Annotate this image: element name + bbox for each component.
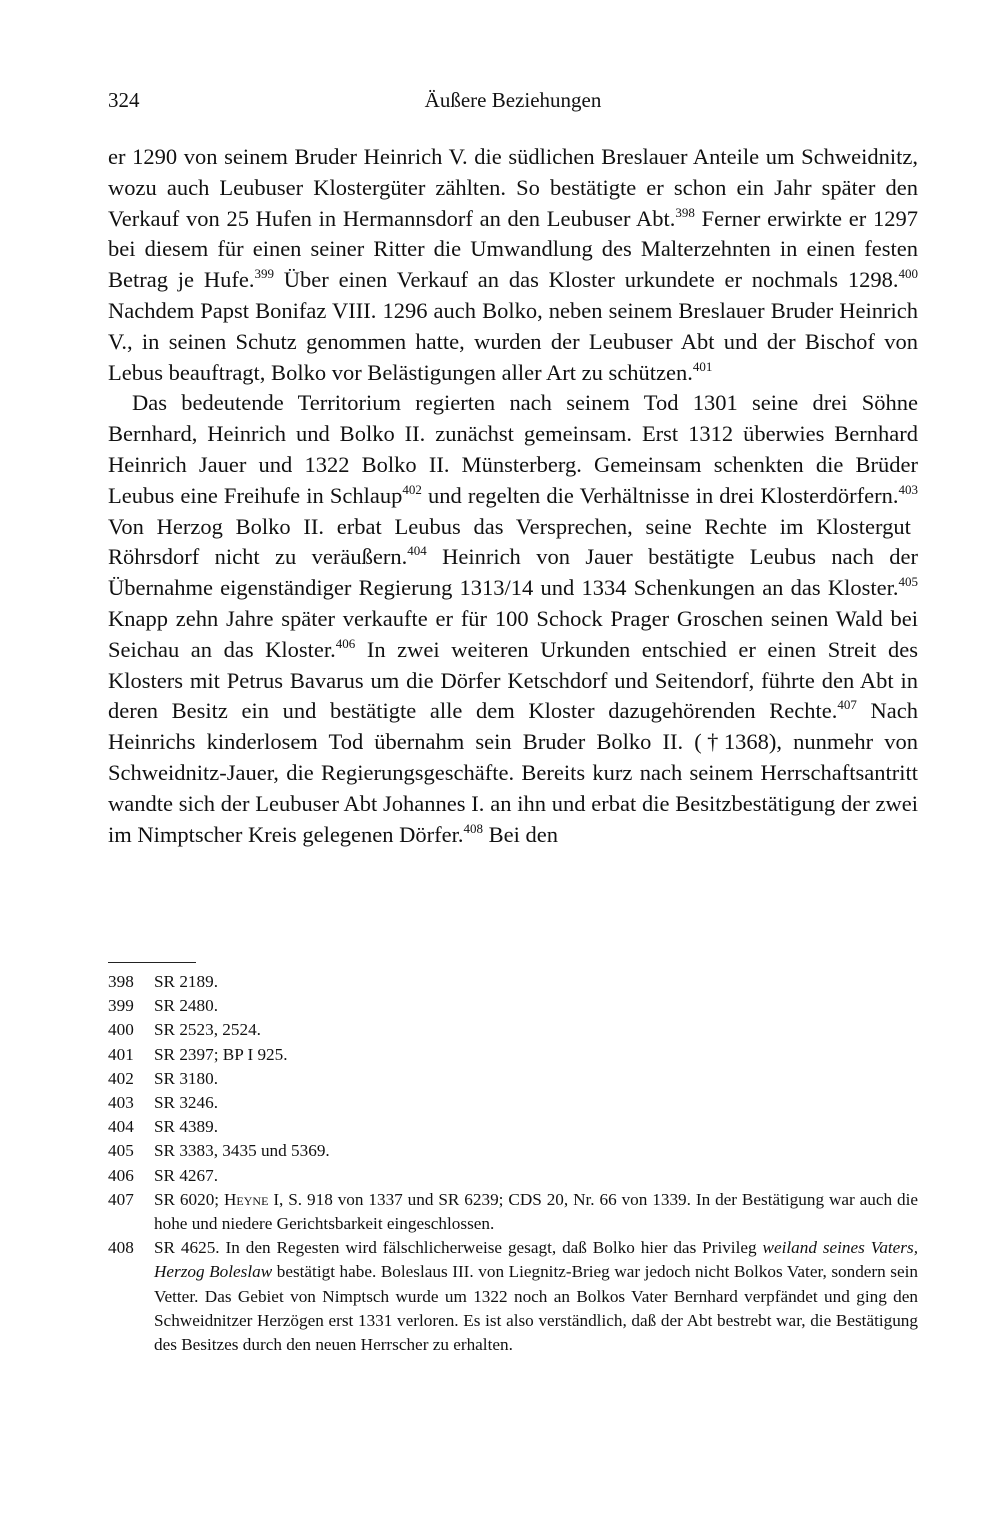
text-run: Knapp zehn Jahre später verkaufte er für 100 Schock Prager Groschen seinen Wald bei Seichau an das Kloster. — [108, 605, 918, 662]
main-text — [108, 142, 918, 850]
text-run: und regelten die Verhältnisse in drei Klosterdörfern. — [421, 482, 899, 508]
footnote — [108, 994, 918, 1018]
footnote-text — [154, 994, 918, 1018]
text-run: SR 2480. — [154, 996, 218, 1016]
page-number: 324 — [108, 88, 140, 112]
footnote-number: 407 — [108, 1189, 134, 1209]
text-run: SR 4625. In den Regesten wird fälschlicherweise gesagt, daß Bolko hier das Privileg — [154, 1238, 763, 1258]
footnote — [108, 1139, 918, 1163]
footnote-text — [154, 1164, 918, 1188]
footnote-text — [154, 1236, 918, 1357]
running-head: Äußere Beziehungen — [424, 88, 602, 112]
text-run: SR 4267. — [154, 1165, 218, 1185]
footnote-text — [154, 1139, 918, 1163]
text-run: SR 3246. — [154, 1093, 218, 1113]
footnote-reference: 401 — [692, 358, 713, 374]
text-run: I, S. 918 von 1337 und SR 6239; CDS 20, Nr. 66 von 1339. In der Bestätigung war auch die hohe und niedere Gerichtsbarkeit eingeschlossen. — [154, 1189, 918, 1234]
footnote-reference: 400 — [898, 266, 918, 282]
text-run: bestätigt habe. Boleslaus III. von Liegnitz-Brieg war jedoch nicht Bolkos Vater, sondern sein Vetter. Das Gebiet von Nimptsch wurde um 1322 noch an Bolkos Vater Bernhard verpfändet und ging den Schweidnitzer Herzögen erst 1331 verloren. Es ist also verständlich, daß der Abt bestrebt war, die Bestätigung des Besitzes durch den neuen Herrscher zu erhalten. — [154, 1262, 918, 1355]
paragraph — [108, 142, 918, 388]
footnote-reference: 404 — [407, 543, 427, 559]
text-run: Über einen Verkauf an das Kloster urkundete er nochmals 1298. — [273, 267, 899, 293]
footnote-text — [154, 1115, 918, 1139]
footnote — [108, 970, 918, 994]
footnote-reference: 406 — [335, 635, 356, 651]
footnote-number: 406 — [108, 1165, 134, 1185]
footnote-text — [154, 970, 918, 994]
text-run: Nachdem Papst Bonifaz VIII. 1296 auch Bolko, neben seinem Breslauer Bruder Heinrich V., in seinen Schutz genommen hatte, wurden der Leubuser Abt und der Bischof von Lebus beauftragt, Bolko vor Belästigungen aller Art zu schützen. — [108, 297, 918, 385]
footnote-text — [154, 1043, 918, 1067]
footnote-text — [154, 1091, 918, 1115]
text-run: Heinrich von Jauer bestätigte Leubus nach der Übernahme eigenständiger Regierung 1313/14 und 1334 Schenkungen an das Kloster. — [108, 544, 918, 601]
text-run: SR 3180. — [154, 1068, 218, 1088]
footnote-text — [154, 1018, 918, 1042]
footnote-number: 405 — [108, 1141, 134, 1161]
text-run: SR 6020; — [154, 1189, 224, 1209]
footnote-text — [154, 1188, 918, 1236]
footnote-reference: 407 — [837, 697, 857, 713]
footnote — [108, 1236, 918, 1357]
text-run: Von Herzog Bolko II. erbat Leubus das Versprechen, seine Rechte im Klostergut Röhrsdorf nicht zu veräußern. — [108, 513, 911, 570]
text-run: SR 2189. — [154, 972, 218, 991]
footnote-number: 399 — [108, 996, 134, 1016]
footnotes — [108, 970, 918, 1357]
text-run: Das bedeutende Territorium regierten nach seinem Tod 1301 seine drei Söhne Bernhard, Heinrich und Bolko II. zunächst gemeinsam. Erst 1312 überwies Bernhard Heinrich Jauer und 1322 Bolko II. Münsterberg. Gemeinsam schenkten die Brüder Leubus eine Freihufe in Schlaup — [108, 390, 918, 508]
paragraph — [108, 388, 918, 850]
text-run: er 1290 von seinem Bruder Heinrich V. die südlichen Breslauer Anteile um Schweidnitz, wozu auch Leubuser Klostergüter zählten. So bestätigte er schon ein Jahr später den Verkauf von 25 Hufen in Hermannsdorf an den Leubuser Abt. — [108, 144, 918, 231]
text-run: In zwei weiteren Urkunden entschied er einen Streit des Klosters mit Petrus Bavarus um die Dörfer Ketschdorf und Seitendorf, führte den Abt in deren Besitz ein und bestätigte alle dem Kloster dazugehörenden Rechte. — [108, 636, 918, 724]
italic-text: weiland seines Vaters, Herzog Boleslaw — [154, 1238, 918, 1282]
footnote-number: 408 — [108, 1238, 134, 1258]
footnote-reference: 402 — [402, 481, 422, 497]
footnote-separator — [108, 962, 196, 963]
text-run: Nach Heinrichs kinderlosem Tod übernahm sein Bruder Bolko II. (†1368), nunmehr von Schweidnitz-Jauer, die Regierungsgeschäfte. Bereits kurz nach seinem Herrschaftsantritt wandte sich der Leubuser Abt Johannes I. an ihn und erbat die Besitzbestätigung der zwei im Nimptscher Kreis gelegenen Dörfer. — [108, 698, 918, 847]
footnote-reference: 408 — [463, 820, 484, 836]
footnote-number: 402 — [108, 1068, 134, 1088]
footnote-number: 403 — [108, 1093, 134, 1113]
footnote — [108, 1164, 918, 1188]
footnote-reference: 403 — [898, 481, 918, 497]
footnote — [108, 1115, 918, 1139]
footnote-number: 398 — [108, 972, 134, 991]
footnote — [108, 1067, 918, 1091]
footnote-text — [154, 1067, 918, 1091]
text-run: SR 4389. — [154, 1117, 218, 1137]
text-run: SR 2523, 2524. — [154, 1020, 261, 1040]
text-run: SR 3383, 3435 und 5369. — [154, 1141, 330, 1161]
footnote — [108, 1091, 918, 1115]
footnote-number: 404 — [108, 1117, 134, 1137]
footnote-reference: 398 — [675, 204, 695, 220]
footnote-number: 401 — [108, 1044, 134, 1064]
text-run: SR 2397; BP I 925. — [154, 1044, 288, 1064]
footnote — [108, 1018, 918, 1042]
text-run: Ferner erwirkte er 1297 bei diesem für einen seiner Ritter die Umwandlung des Malterzehnten in einen festen Betrag je Hufe. — [108, 205, 918, 293]
page-header — [108, 88, 918, 118]
footnote-reference: 405 — [898, 574, 918, 590]
text-run: Bei den — [483, 821, 558, 847]
footnote-reference: 399 — [254, 266, 274, 282]
small-caps-text: Heyne — [224, 1189, 269, 1209]
footnote-number: 400 — [108, 1020, 134, 1040]
footnote — [108, 1188, 918, 1236]
footnote — [108, 1043, 918, 1067]
